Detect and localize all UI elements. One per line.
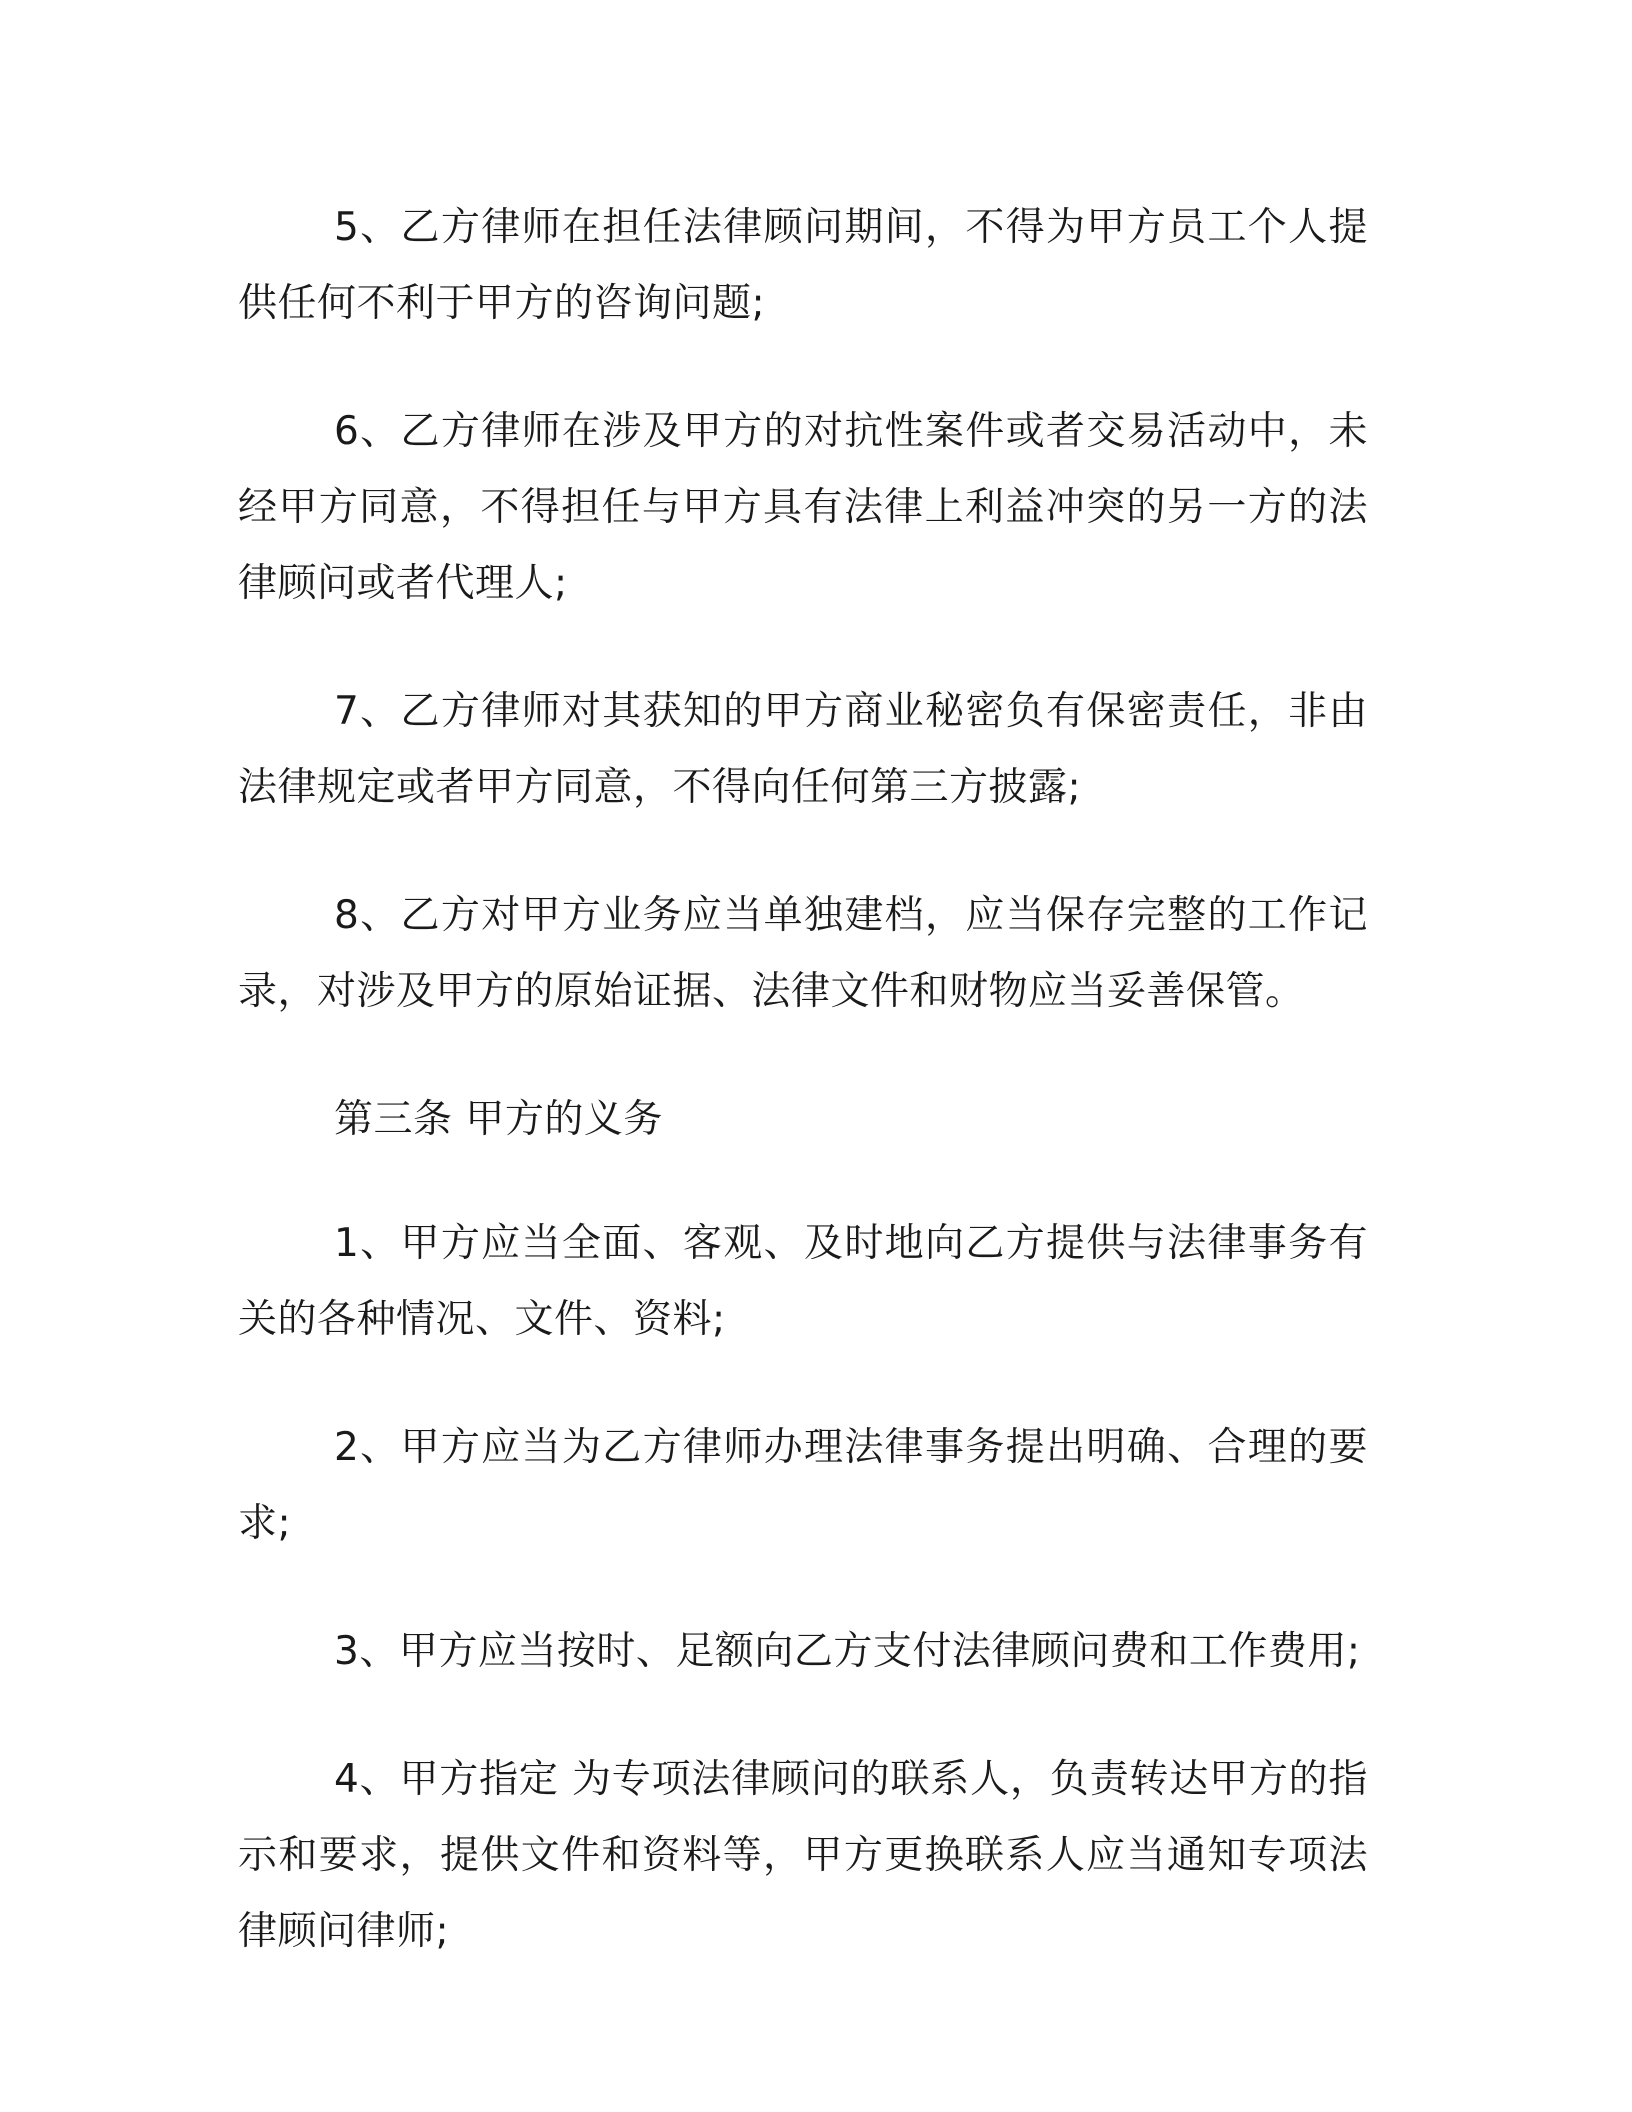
clause-7-paragraph: 7、乙方律师对其获知的甲方商业秘密负有保密责任，非由法律规定或者甲方同意，不得向任何第三方披露; — [238, 689, 1368, 810]
party-a-duty-2-paragraph: 2、甲方应当为乙方律师办理法律事务提出明确、合理的要求; — [238, 1425, 1368, 1546]
party-a-duty-4-paragraph: 4、甲方指定 为专项法律顾问的联系人，负责转达甲方的指示和要求，提供文件和资料等，甲方更换联系人应当通知专项法律顾问律师; — [238, 1757, 1368, 1954]
clause-5-paragraph: 5、乙方律师在担任法律顾问期间，不得为甲方员工个人提供任何不利于甲方的咨询问题; — [238, 205, 1368, 326]
clause-8-paragraph: 8、乙方对甲方业务应当单独建档，应当保存完整的工作记录，对涉及甲方的原始证据、法律文件和财物应当妥善保管。 — [238, 893, 1368, 1014]
party-a-duty-1-paragraph: 1、甲方应当全面、客观、及时地向乙方提供与法律事务有关的各种情况、文件、资料; — [238, 1221, 1368, 1342]
article-3-heading: 第三条 甲方的义务 — [334, 1097, 663, 1142]
party-a-duty-3-paragraph: 3、甲方应当按时、足额向乙方支付法律顾问费和工作费用; — [334, 1629, 1361, 1674]
document-body — [238, 190, 1368, 2022]
clause-6-paragraph: 6、乙方律师在涉及甲方的对抗性案件或者交易活动中，未经甲方同意，不得担任与甲方具有法律上利益冲突的另一方的法律顾问或者代理人; — [238, 409, 1368, 606]
